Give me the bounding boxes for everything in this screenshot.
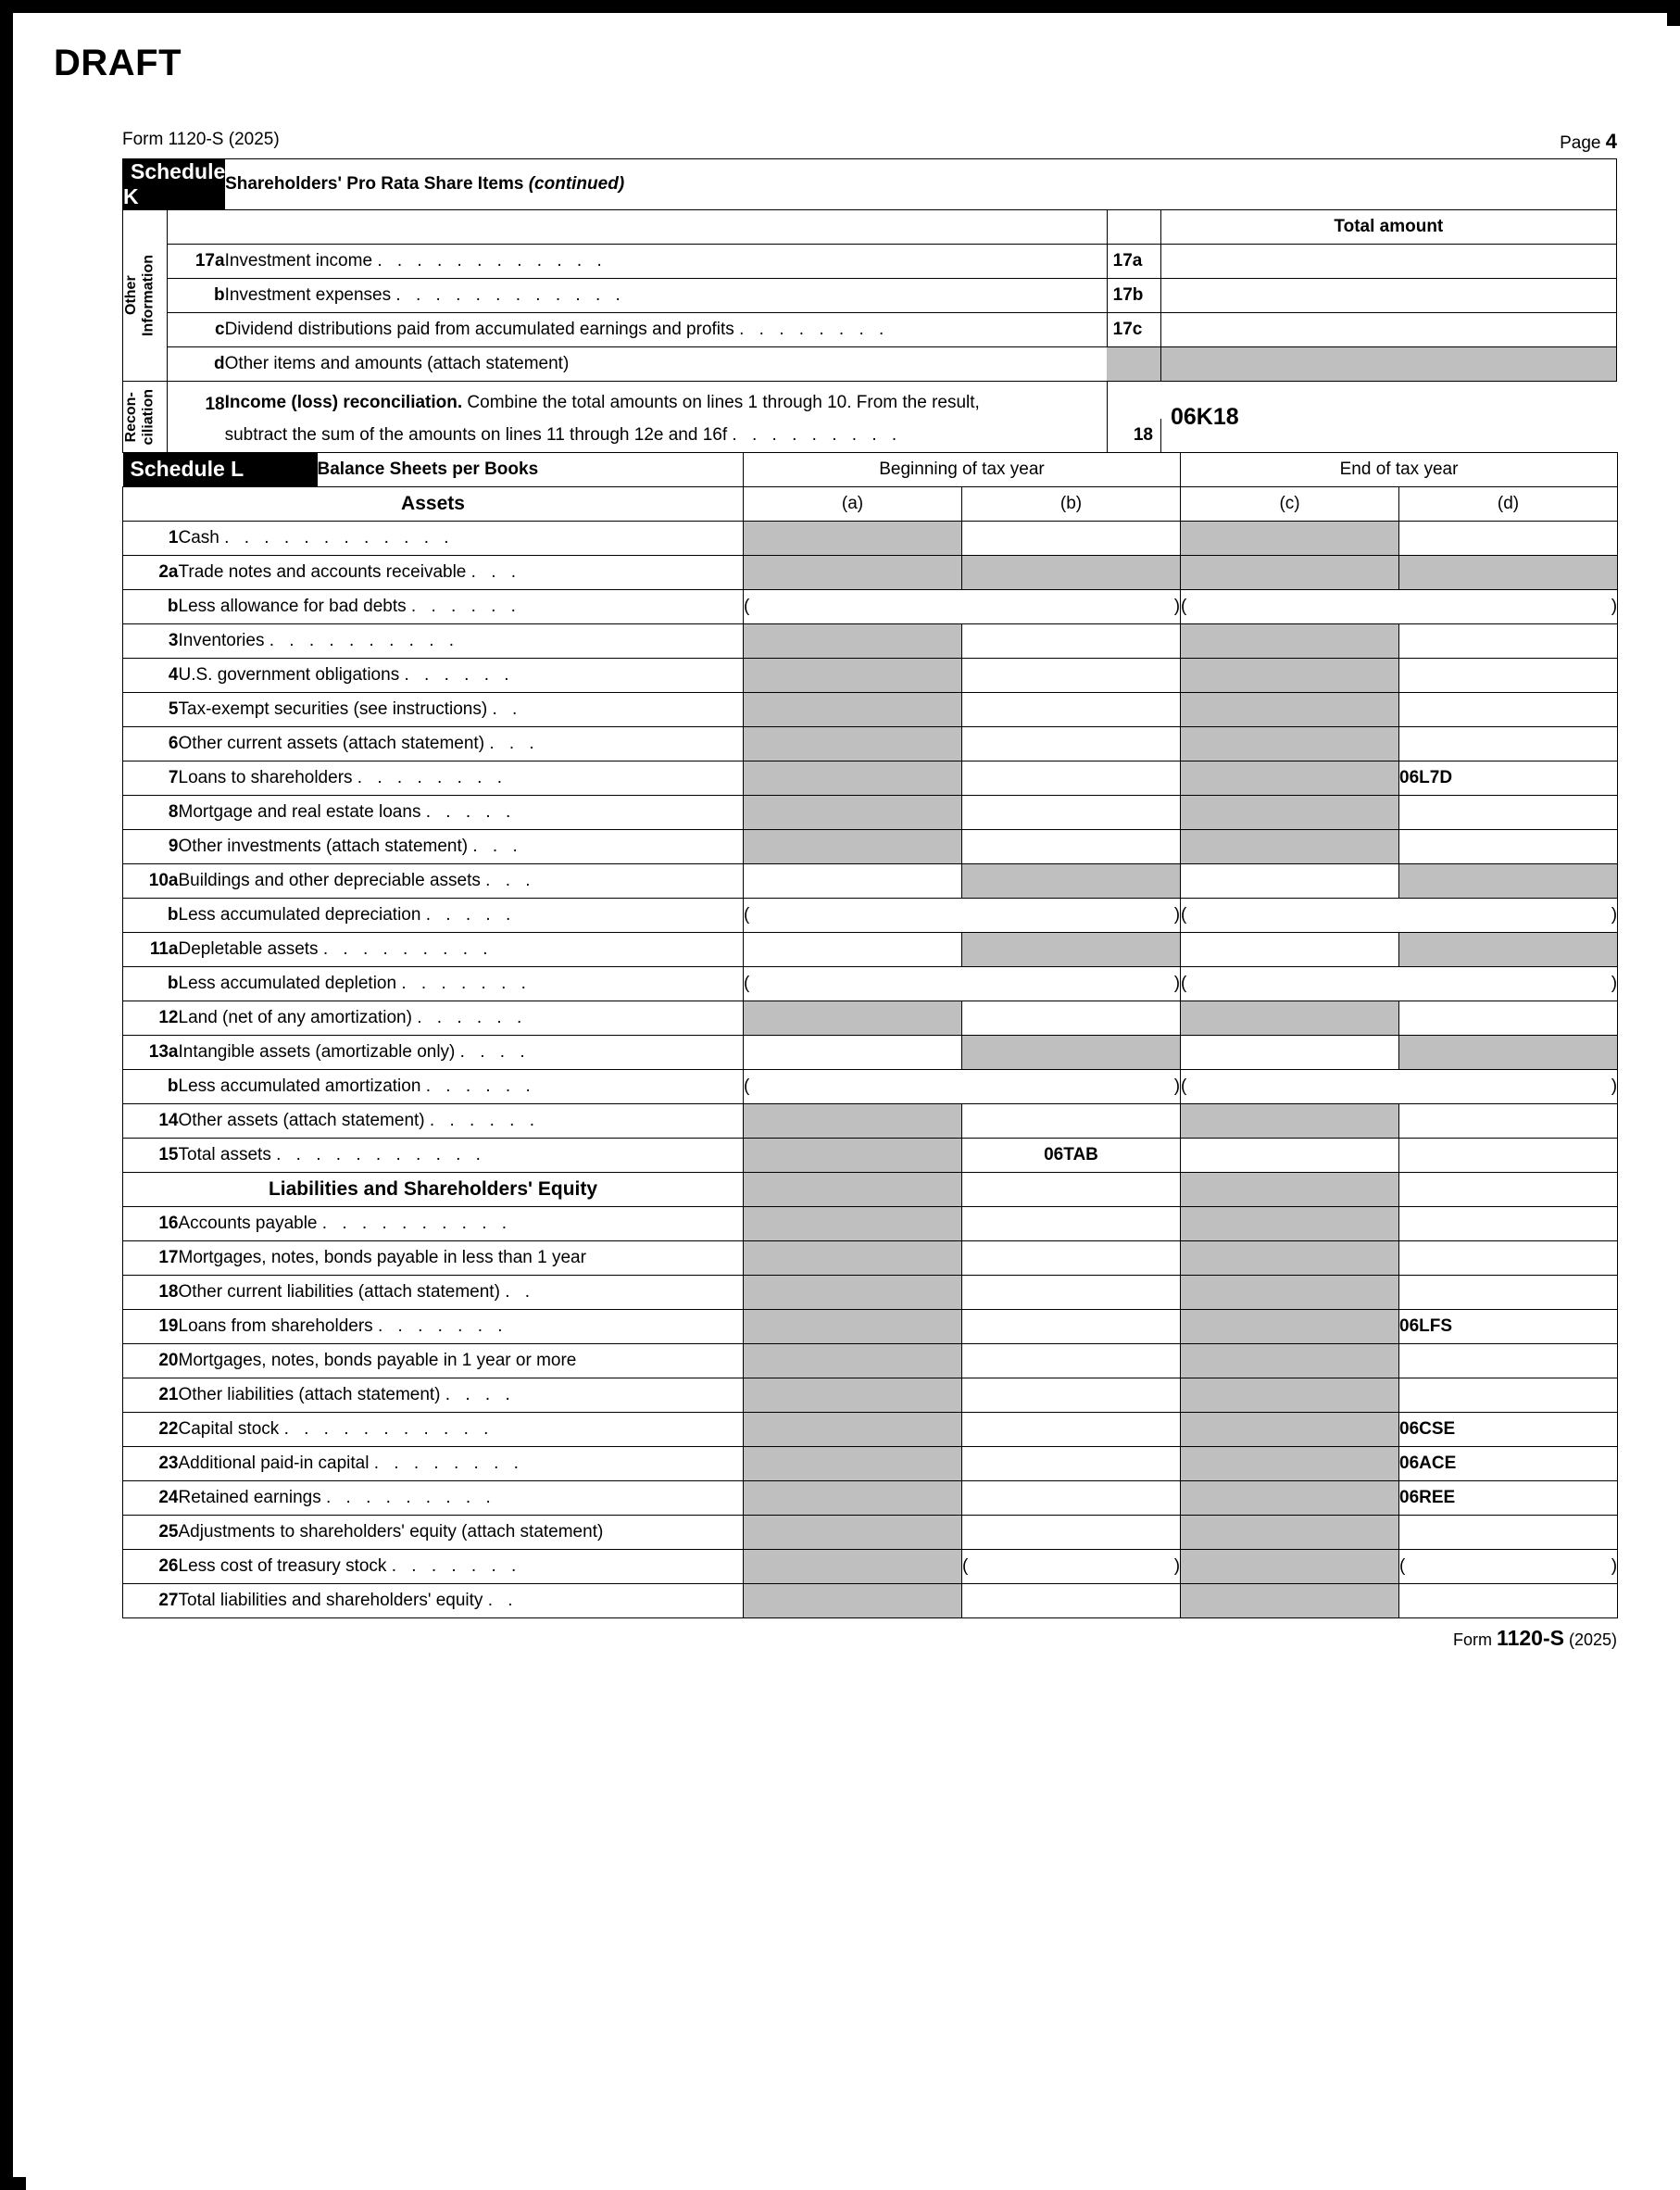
cell-c — [1181, 659, 1399, 693]
cell-a — [744, 1516, 962, 1550]
table-row — [123, 1104, 1618, 1139]
footer-form-word: Form — [1453, 1630, 1493, 1649]
l-row-no: 7 — [123, 761, 179, 796]
table-row — [123, 1516, 1618, 1550]
l-row-label: Other current assets (attach statement) . . . — [179, 727, 744, 761]
l-row-label: Less accumulated depreciation . . . . . — [179, 899, 744, 933]
cell-d[interactable]: ) — [1399, 967, 1618, 1001]
cell-c — [1181, 1173, 1399, 1207]
l-row-no: b — [123, 967, 179, 1001]
table-row — [123, 1207, 1618, 1241]
cell-b[interactable] — [962, 1276, 1181, 1310]
cell-b[interactable] — [962, 727, 1181, 761]
table-row — [123, 864, 1618, 899]
footer-year: (2025) — [1568, 1630, 1617, 1649]
page-label: Page — [1560, 133, 1601, 153]
l-row-label: Less cost of treasury stock . . . . . . . — [179, 1550, 744, 1584]
cell-a[interactable]: ( — [744, 1070, 962, 1104]
cell-b[interactable] — [962, 1207, 1181, 1241]
cell-c — [1181, 1447, 1399, 1481]
col-b-header: (b) — [962, 487, 1181, 522]
footer-form-number: 1120-S — [1497, 1626, 1564, 1650]
header-page — [1560, 130, 1617, 154]
cell-c — [1181, 1344, 1399, 1378]
cell-b[interactable] — [962, 1104, 1181, 1139]
l-row-label: Loans from shareholders . . . . . . . — [179, 1310, 744, 1344]
cell-d[interactable]: ) — [1399, 590, 1618, 624]
cell-b — [962, 1036, 1181, 1070]
cell-d[interactable] — [1399, 1241, 1618, 1276]
cell-b[interactable] — [962, 1447, 1181, 1481]
l-row-no: 20 — [123, 1344, 179, 1378]
line-17d-no: d — [168, 347, 225, 382]
cell-d[interactable] — [1399, 727, 1618, 761]
cell-a[interactable]: ( — [744, 967, 962, 1001]
col-a-header: (a) — [744, 487, 962, 522]
col-d-header: (d) — [1399, 487, 1618, 522]
page-header — [122, 130, 1617, 152]
cell-b[interactable] — [962, 1516, 1181, 1550]
l-row-no: 10a — [123, 864, 179, 899]
col-c-header: (c) — [1181, 487, 1399, 522]
cell-b — [962, 556, 1181, 590]
table-row — [123, 1447, 1618, 1481]
l-row-no: b — [123, 1070, 179, 1104]
cell-c — [1181, 761, 1399, 796]
cell-c — [1181, 1516, 1399, 1550]
line-17d-label: Other items and amounts (attach statement) — [225, 347, 1108, 382]
reconciliation-side-label: Recon- ciliation — [123, 382, 168, 453]
table-row — [123, 522, 1618, 556]
l-row-no: 16 — [123, 1207, 179, 1241]
cell-a — [744, 1207, 962, 1241]
cell-b[interactable]: ) — [962, 590, 1181, 624]
cell-d — [1399, 556, 1618, 590]
line-17c-box: 17c — [1107, 313, 1160, 347]
l-row-no: 11a — [123, 933, 179, 967]
line-18-value: 06K18 — [1171, 403, 1239, 430]
cell-a — [744, 727, 962, 761]
table-row — [123, 659, 1618, 693]
cell-c — [1181, 1310, 1399, 1344]
table-row — [123, 1001, 1618, 1036]
schedule-l-header-cell — [123, 453, 744, 487]
l-row-label: Other investments (attach statement) . . . — [179, 830, 744, 864]
cell-b[interactable] — [962, 1310, 1181, 1344]
cell-c — [1181, 1104, 1399, 1139]
cell-a[interactable] — [744, 864, 962, 899]
line-18-label-2: subtract the sum of the amounts on lines 11 through 12e and 16f . . . . . . . . . — [225, 419, 1108, 453]
l-row-label: Other assets (attach statement) . . . . . . — [179, 1104, 744, 1139]
l-row-no: 24 — [123, 1481, 179, 1516]
l-row-no: 6 — [123, 727, 179, 761]
cell-a — [744, 761, 962, 796]
schedule-k-table — [122, 158, 1617, 382]
table-row — [123, 1481, 1618, 1516]
l-row-label: Buildings and other depreciable assets . . . — [179, 864, 744, 899]
l-row-label: Cash . . . . . . . . . . . . — [179, 522, 744, 556]
cell-c — [1181, 1001, 1399, 1036]
cell-c — [1181, 1378, 1399, 1413]
cell-a — [744, 1276, 962, 1310]
table-row — [123, 556, 1618, 590]
l-row-label: Accounts payable . . . . . . . . . . — [179, 1207, 744, 1241]
table-row — [123, 1344, 1618, 1378]
schedule-l-badge: Schedule L — [123, 453, 318, 486]
table-row — [123, 967, 1618, 1001]
cell-d[interactable]: ) — [1399, 1070, 1618, 1104]
cell-c[interactable]: ( — [1181, 967, 1399, 1001]
l-row-label: Loans to shareholders . . . . . . . . — [179, 761, 744, 796]
cell-c — [1181, 796, 1399, 830]
l-row-label: Inventories . . . . . . . . . . — [179, 624, 744, 659]
cell-c[interactable] — [1181, 933, 1399, 967]
table-row — [123, 761, 1618, 796]
table-row — [123, 899, 1618, 933]
cell-a[interactable] — [744, 1036, 962, 1070]
cell-a — [744, 624, 962, 659]
l-row-no: 15 — [123, 1139, 179, 1173]
cell-d — [1399, 1173, 1618, 1207]
table-row — [123, 590, 1618, 624]
cell-a — [744, 556, 962, 590]
cell-d[interactable]: 06CSE — [1399, 1413, 1618, 1447]
l-row-no: 25 — [123, 1516, 179, 1550]
cell-c[interactable] — [1181, 1036, 1399, 1070]
l-row-no: 2a — [123, 556, 179, 590]
spacer — [1107, 382, 1160, 420]
l-row-no: b — [123, 590, 179, 624]
cell-b[interactable] — [962, 796, 1181, 830]
cell-b[interactable]: ) — [962, 1070, 1181, 1104]
cell-a — [744, 1378, 962, 1413]
line-17a-box: 17a — [1107, 245, 1160, 279]
cell-b[interactable] — [962, 830, 1181, 864]
l-row-no: 19 — [123, 1310, 179, 1344]
l-row-no: b — [123, 899, 179, 933]
l-row-no: 18 — [123, 1276, 179, 1310]
cell-d[interactable] — [1399, 1378, 1618, 1413]
table-row — [123, 1139, 1618, 1173]
l-row-label: Less accumulated depletion . . . . . . . — [179, 967, 744, 1001]
cell-d[interactable] — [1399, 1207, 1618, 1241]
l-row-label: Other liabilities (attach statement) . . . . — [179, 1378, 744, 1413]
table-row — [123, 624, 1618, 659]
l-row-no: 13a — [123, 1036, 179, 1070]
cell-c — [1181, 1413, 1399, 1447]
cell-d[interactable] — [1399, 1001, 1618, 1036]
l-row-no: 1 — [123, 522, 179, 556]
line-17d-box — [1107, 347, 1160, 382]
cell-b[interactable] — [962, 693, 1181, 727]
cell-c — [1181, 830, 1399, 864]
l-row-no: 3 — [123, 624, 179, 659]
l-row-no: 12 — [123, 1001, 179, 1036]
cell-c — [1181, 693, 1399, 727]
l-row-label: Adjustments to shareholders' equity (attach statement) — [179, 1516, 744, 1550]
cell-a — [744, 659, 962, 693]
line-17b-value[interactable] — [1160, 279, 1616, 313]
line-18-value-cell[interactable] — [1161, 382, 1618, 453]
cell-d[interactable] — [1399, 522, 1618, 556]
l-row-label: Depletable assets . . . . . . . . . — [179, 933, 744, 967]
l-row-no: 27 — [123, 1584, 179, 1618]
cell-a — [744, 1413, 962, 1447]
cell-b[interactable]: ) — [962, 899, 1181, 933]
cell-a — [744, 1001, 962, 1036]
spacer-cell-3 — [1107, 210, 1160, 245]
cell-a — [744, 796, 962, 830]
cell-b[interactable] — [962, 761, 1181, 796]
table-row — [123, 727, 1618, 761]
total-amount-header: Total amount — [1160, 210, 1616, 245]
cell-d[interactable] — [1399, 624, 1618, 659]
cell-a — [744, 693, 962, 727]
line-17c-value[interactable] — [1160, 313, 1616, 347]
table-row — [123, 347, 1617, 382]
col-group-end: End of tax year — [1181, 453, 1618, 487]
cell-b[interactable] — [962, 1344, 1181, 1378]
table-row — [123, 1378, 1618, 1413]
assets-header: Assets — [123, 487, 744, 522]
cell-c — [1181, 1276, 1399, 1310]
l-row-label: Mortgage and real estate loans . . . . . — [179, 796, 744, 830]
col-group-begin: Beginning of tax year — [744, 453, 1181, 487]
cell-b[interactable] — [962, 1481, 1181, 1516]
page-number: 4 — [1605, 130, 1617, 153]
cell-d[interactable]: 06LFS — [1399, 1310, 1618, 1344]
cell-d[interactable]: ( ) — [1399, 1550, 1618, 1584]
l-row-no: 5 — [123, 693, 179, 727]
schedule-l-title: Balance Sheets per Books — [317, 459, 539, 479]
l-row-label: Additional paid-in capital . . . . . . . . — [179, 1447, 744, 1481]
l-row-label: Other current liabilities (attach statement) . . — [179, 1276, 744, 1310]
cell-a[interactable]: ( — [744, 899, 962, 933]
l-row-label: U.S. government obligations . . . . . . — [179, 659, 744, 693]
line-17c-no: c — [168, 313, 225, 347]
cell-d[interactable]: 06ACE — [1399, 1447, 1618, 1481]
cell-d[interactable] — [1399, 1584, 1618, 1618]
cell-a — [744, 1550, 962, 1584]
cell-c[interactable] — [1181, 1139, 1399, 1173]
l-row-label: Less accumulated amortization . . . . . . — [179, 1070, 744, 1104]
cell-b — [962, 864, 1181, 899]
cell-c — [1181, 522, 1399, 556]
cell-b[interactable] — [962, 522, 1181, 556]
form-footer — [1453, 1626, 1617, 1651]
form-body — [122, 158, 1617, 1655]
cell-d[interactable]: 06L7D — [1399, 761, 1618, 796]
cell-c — [1181, 1584, 1399, 1618]
table-row — [123, 1584, 1618, 1618]
table-row — [123, 1036, 1618, 1070]
cell-c — [1181, 1241, 1399, 1276]
cell-d — [1399, 1036, 1618, 1070]
l-row-no: 4 — [123, 659, 179, 693]
cell-d[interactable] — [1399, 693, 1618, 727]
l-row-label: Less allowance for bad debts . . . . . . — [179, 590, 744, 624]
line-18-box: 18 — [1107, 419, 1160, 453]
l-row-label: Retained earnings . . . . . . . . . — [179, 1481, 744, 1516]
table-row — [123, 1276, 1618, 1310]
schedule-l-table — [122, 452, 1618, 1618]
cell-a — [744, 1584, 962, 1618]
line-17b-box: 17b — [1107, 279, 1160, 313]
l-row-label: Total assets . . . . . . . . . . . — [179, 1139, 744, 1173]
cell-a — [744, 522, 962, 556]
line-18-label: Income (loss) reconciliation. Combine the total amounts on lines 1 through 10. From the result, — [225, 382, 1108, 420]
l-row-no: 9 — [123, 830, 179, 864]
l-row-no: 14 — [123, 1104, 179, 1139]
cell-a[interactable] — [744, 933, 962, 967]
spacer-cell-2 — [225, 210, 1108, 245]
line-17a-label: Investment income . . . . . . . . . . . . — [225, 245, 1108, 279]
l-row-no: 8 — [123, 796, 179, 830]
table-row — [123, 933, 1618, 967]
draft-watermark: DRAFT — [54, 43, 182, 83]
line-18-no: 18 — [168, 382, 225, 453]
cell-c — [1181, 727, 1399, 761]
cell-b[interactable] — [962, 1584, 1181, 1618]
table-row — [123, 830, 1618, 864]
liabilities-header: Liabilities and Shareholders' Equity — [123, 1173, 744, 1207]
cell-b[interactable] — [962, 1001, 1181, 1036]
cell-b[interactable] — [962, 1241, 1181, 1276]
cell-d[interactable] — [1399, 1104, 1618, 1139]
cell-a[interactable]: ( — [744, 590, 962, 624]
cell-c — [1181, 624, 1399, 659]
cell-b[interactable]: 06TAB — [962, 1139, 1181, 1173]
cell-b[interactable] — [962, 624, 1181, 659]
cell-d[interactable] — [1399, 659, 1618, 693]
schedule-k-side-label: Other Information — [123, 210, 168, 382]
cell-a — [744, 1173, 962, 1207]
line-17d-value — [1160, 347, 1616, 382]
l-row-label: Tax-exempt securities (see instructions) . . — [179, 693, 744, 727]
cell-c — [1181, 1481, 1399, 1516]
cell-d[interactable] — [1399, 1344, 1618, 1378]
cell-d[interactable]: ) — [1399, 899, 1618, 933]
schedule-k-badge: Schedule K — [123, 159, 226, 208]
table-row — [123, 796, 1618, 830]
spacer-cell — [168, 210, 225, 245]
cell-b[interactable]: ) — [962, 967, 1181, 1001]
cell-b[interactable]: ( ) — [962, 1550, 1181, 1584]
cell-c — [1181, 556, 1399, 590]
cell-d[interactable] — [1399, 830, 1618, 864]
cell-a — [744, 1139, 962, 1173]
l-row-label: Land (net of any amortization) . . . . . . — [179, 1001, 744, 1036]
cell-a — [744, 1310, 962, 1344]
l-row-label: Mortgages, notes, bonds payable in 1 year or more — [179, 1344, 744, 1378]
table-row — [123, 693, 1618, 727]
l-row-no: 26 — [123, 1550, 179, 1584]
cell-c[interactable]: ( — [1181, 899, 1399, 933]
l-row-no: 21 — [123, 1378, 179, 1413]
form-sheet — [26, 26, 1680, 2190]
table-row — [123, 1241, 1618, 1276]
cell-b[interactable] — [962, 1413, 1181, 1447]
l-row-no: 23 — [123, 1447, 179, 1481]
cell-a — [744, 1241, 962, 1276]
cell-d[interactable] — [1399, 1276, 1618, 1310]
reconciliation-table — [122, 381, 1617, 453]
table-row — [123, 1550, 1618, 1584]
l-row-label: Trade notes and accounts receivable . . . — [179, 556, 744, 590]
line-17b-no: b — [168, 279, 225, 313]
l-row-label: Mortgages, notes, bonds payable in less than 1 year — [179, 1241, 744, 1276]
l-row-no: 17 — [123, 1241, 179, 1276]
cell-a — [744, 1447, 962, 1481]
l-row-label: Intangible assets (amortizable only) . . . . — [179, 1036, 744, 1070]
cell-a — [744, 1481, 962, 1516]
cell-d[interactable] — [1399, 1139, 1618, 1173]
line-17a-no: 17a — [168, 245, 225, 279]
cell-b — [962, 1173, 1181, 1207]
cell-c — [1181, 1550, 1399, 1584]
line-17c-label: Dividend distributions paid from accumulated earnings and profits . . . . . . . . — [225, 313, 1108, 347]
cell-c[interactable]: ( — [1181, 1070, 1399, 1104]
cell-b[interactable] — [962, 1378, 1181, 1413]
cell-c[interactable]: ( — [1181, 590, 1399, 624]
header-form-label: Form 1120-S (2025) — [122, 130, 280, 149]
cell-c[interactable] — [1181, 864, 1399, 899]
table-row — [123, 1310, 1618, 1344]
l-row-label: Total liabilities and shareholders' equity . . — [179, 1584, 744, 1618]
cell-a — [744, 1344, 962, 1378]
l-row-no: 22 — [123, 1413, 179, 1447]
cell-d — [1399, 864, 1618, 899]
table-row — [123, 1413, 1618, 1447]
cell-a — [744, 830, 962, 864]
cell-b — [962, 933, 1181, 967]
cell-d[interactable] — [1399, 1516, 1618, 1550]
cell-c — [1181, 1207, 1399, 1241]
table-row — [123, 245, 1617, 279]
cell-d[interactable] — [1399, 796, 1618, 830]
cell-d[interactable]: 06REE — [1399, 1481, 1618, 1516]
table-row — [123, 279, 1617, 313]
table-row — [123, 1070, 1618, 1104]
l-row-label: Capital stock . . . . . . . . . . . — [179, 1413, 744, 1447]
cell-d — [1399, 933, 1618, 967]
schedule-k-title: Shareholders' Pro Rata Share Items (continued) — [225, 159, 1617, 210]
table-row — [123, 313, 1617, 347]
cell-a — [744, 1104, 962, 1139]
line-17b-label: Investment expenses . . . . . . . . . . . . — [225, 279, 1108, 313]
line-17a-value[interactable] — [1160, 245, 1616, 279]
cell-b[interactable] — [962, 659, 1181, 693]
